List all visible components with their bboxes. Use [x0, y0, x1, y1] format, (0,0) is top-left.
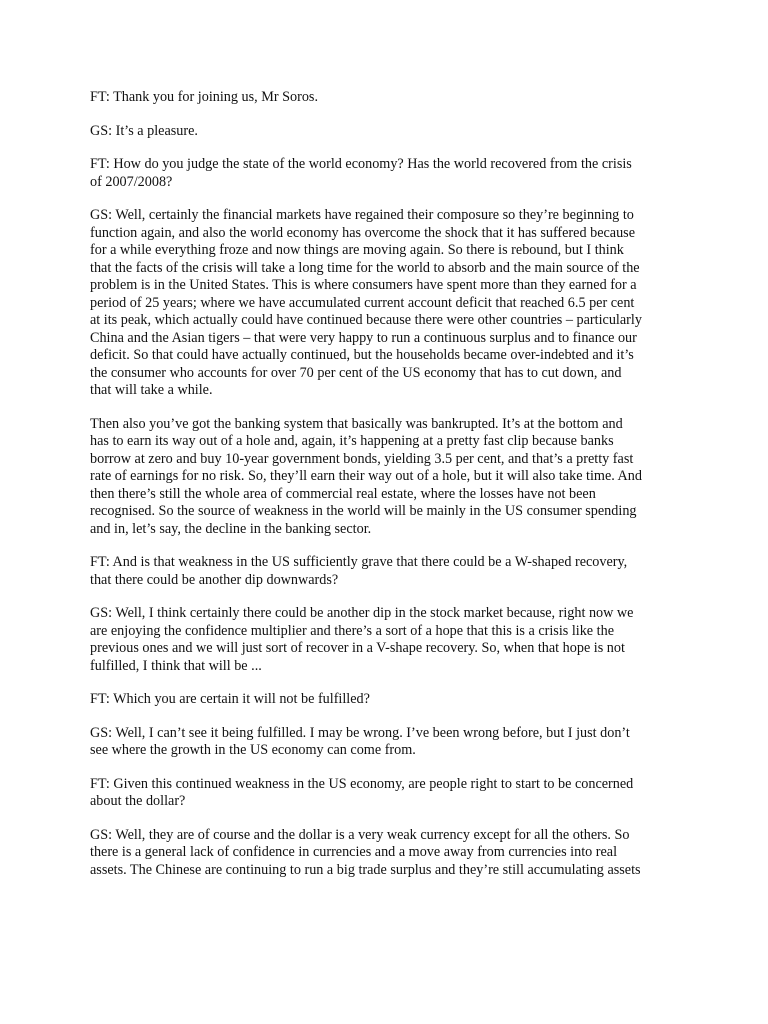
text-line: are enjoying the confidence multiplier and there’s a sort of a hope that this is a crisis like the	[90, 622, 614, 639]
text-line: see where the growth in the US economy can come from.	[90, 742, 416, 758]
text-line: FT: Thank you for joining us, Mr Soros.	[90, 89, 319, 105]
paragraph	[90, 416, 690, 539]
paragraph	[90, 725, 690, 760]
text-line: GS: Well, I can’t see it being fulfilled. I may be wrong. I’ve been wrong before, but I just don’t	[90, 724, 630, 741]
paragraph	[90, 207, 690, 400]
text-line: that the facts of the crisis will take a long time for the world to absorb and the main source of the	[90, 259, 640, 276]
paragraph	[90, 554, 690, 589]
text-line: period of 25 years; where we have accumulated current account deficit that reached 6.5 per cent	[90, 294, 635, 311]
text-line: China and the Asian tigers – that were very happy to run a continuous surplus and to finance our	[90, 329, 637, 346]
text-line: problem is in the United States. This is where consumers have spent more than they earned for a	[90, 277, 637, 293]
text-line: that there could be another dip downwards?	[90, 571, 339, 588]
text-line: previous ones and we will just sort of recover in a V-shape recovery. So, when that hope is not	[90, 640, 625, 656]
text-line: has to earn its way out of a hole and, again, it’s happening at a pretty fast clip because banks	[90, 433, 614, 449]
paragraph	[90, 89, 690, 107]
paragraph	[90, 776, 690, 811]
text-line: GS: Well, they are of course and the dollar is a very weak currency except for all the others. So	[90, 826, 630, 843]
text-line: GS: Well, certainly the financial markets have regained their composure so they’re beginning to	[90, 207, 634, 223]
text-line: then there’s still the whole area of commercial real estate, where the losses have not been	[90, 485, 596, 502]
text-line: GS: It’s a pleasure.	[90, 122, 198, 139]
text-line: fulfilled, I think that will be ...	[90, 657, 262, 674]
text-line: Then also you’ve got the banking system that basically was bankrupted. It’s at the bottom and	[90, 415, 623, 432]
paragraph	[90, 123, 690, 141]
text-line: FT: Which you are certain it will not be fulfilled?	[90, 691, 370, 707]
text-line: FT: Given this continued weakness in the US economy, are people right to start to be concerned	[90, 775, 634, 792]
text-line: at its peak, which actually could have continued because there were other countries – particularly	[90, 312, 642, 328]
text-line: FT: And is that weakness in the US sufficiently grave that there could be a W-shaped recovery,	[90, 554, 628, 570]
text-line: function again, and also the world economy has overcome the shock that it has suffered because	[90, 224, 635, 241]
paragraph	[90, 156, 690, 191]
text-line: that will take a while.	[90, 382, 213, 398]
text-line: and in, let’s say, the decline in the banking sector.	[90, 520, 372, 537]
text-line: about the dollar?	[90, 793, 186, 809]
text-line: for a while everything froze and now things are moving again. So there is rebound, but I think	[90, 242, 624, 258]
paragraph	[90, 605, 690, 675]
text-line: there is a general lack of confidence in currencies and a move away from currencies into real	[90, 844, 618, 860]
document-body	[90, 89, 690, 895]
text-line: the consumer who accounts for over 70 per cent of the US economy that has to cut down, and	[90, 364, 622, 381]
text-line: FT: How do you judge the state of the world economy? Has the world recovered from the crisis	[90, 156, 632, 172]
text-line: GS: Well, I think certainly there could be another dip in the stock market because, right now we	[90, 605, 634, 621]
text-line: rate of earnings for no risk. So, they’ll earn their way out of a hole, but it will also take time. And	[90, 468, 642, 484]
paragraph	[90, 691, 690, 709]
text-line: deficit. So that could have actually continued, but the households became over-indebted and it’s	[90, 347, 634, 363]
paragraph	[90, 827, 690, 880]
text-line: recognised. So the source of weakness in the world will be mainly in the US consumer spending	[90, 503, 637, 519]
text-line: of 2007/2008?	[90, 173, 173, 190]
text-line: assets. The Chinese are continuing to run a big trade surplus and they’re still accumulating assets	[90, 861, 641, 878]
text-line: borrow at zero and buy 10-year government bonds, yielding 3.5 per cent, and that’s a pretty fast	[90, 450, 634, 467]
